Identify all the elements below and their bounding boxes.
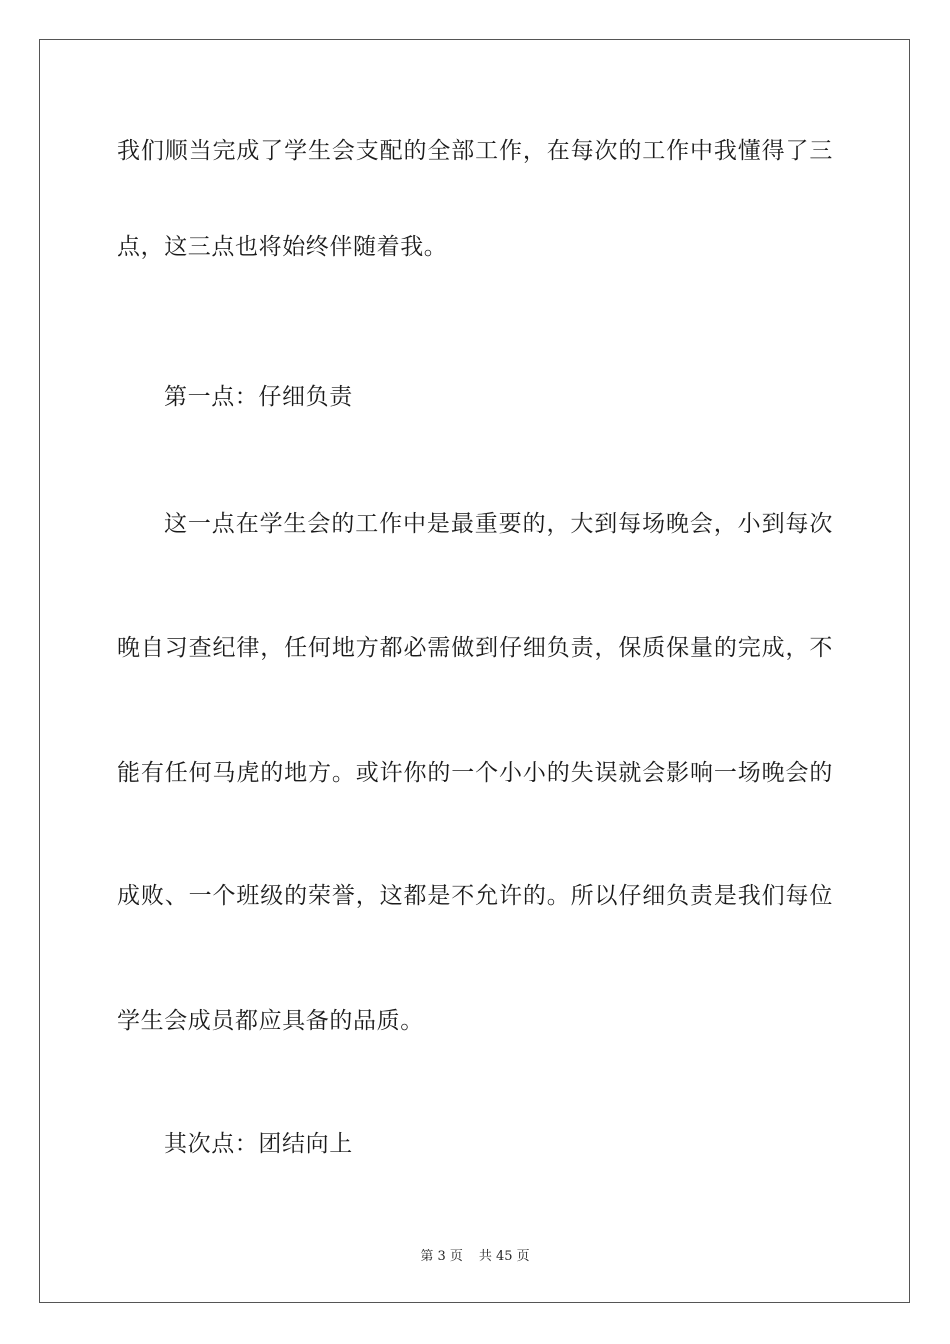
page-border xyxy=(39,39,910,1303)
paragraph-line: 能有任何马虎的地方。或许你的一个小小的失误就会影响一场晚会的 xyxy=(117,760,833,786)
section-heading: 第一点：仔细负责 xyxy=(164,384,353,410)
section-heading: 其次点：团结向上 xyxy=(164,1131,353,1157)
paragraph-line: 这一点在学生会的工作中是最重要的，大到每场晚会，小到每次 xyxy=(164,511,833,537)
paragraph-line: 点，这三点也将始终伴随着我。 xyxy=(117,234,448,260)
page-number: 第 3 页 xyxy=(420,1249,463,1264)
paragraph-line: 晚自习查纪律，任何地方都必需做到仔细负责，保质保量的完成，不 xyxy=(117,635,833,661)
paragraph-line: 成败、一个班级的荣誉，这都是不允许的。所以仔细负责是我们每位 xyxy=(117,883,833,909)
page-footer xyxy=(0,1248,950,1266)
paragraph-line: 我们顺当完成了学生会支配的全部工作，在每次的工作中我懂得了三 xyxy=(117,138,833,164)
page-total: 共 45 页 xyxy=(478,1249,530,1264)
paragraph-line: 学生会成员都应具备的品质。 xyxy=(117,1008,424,1034)
